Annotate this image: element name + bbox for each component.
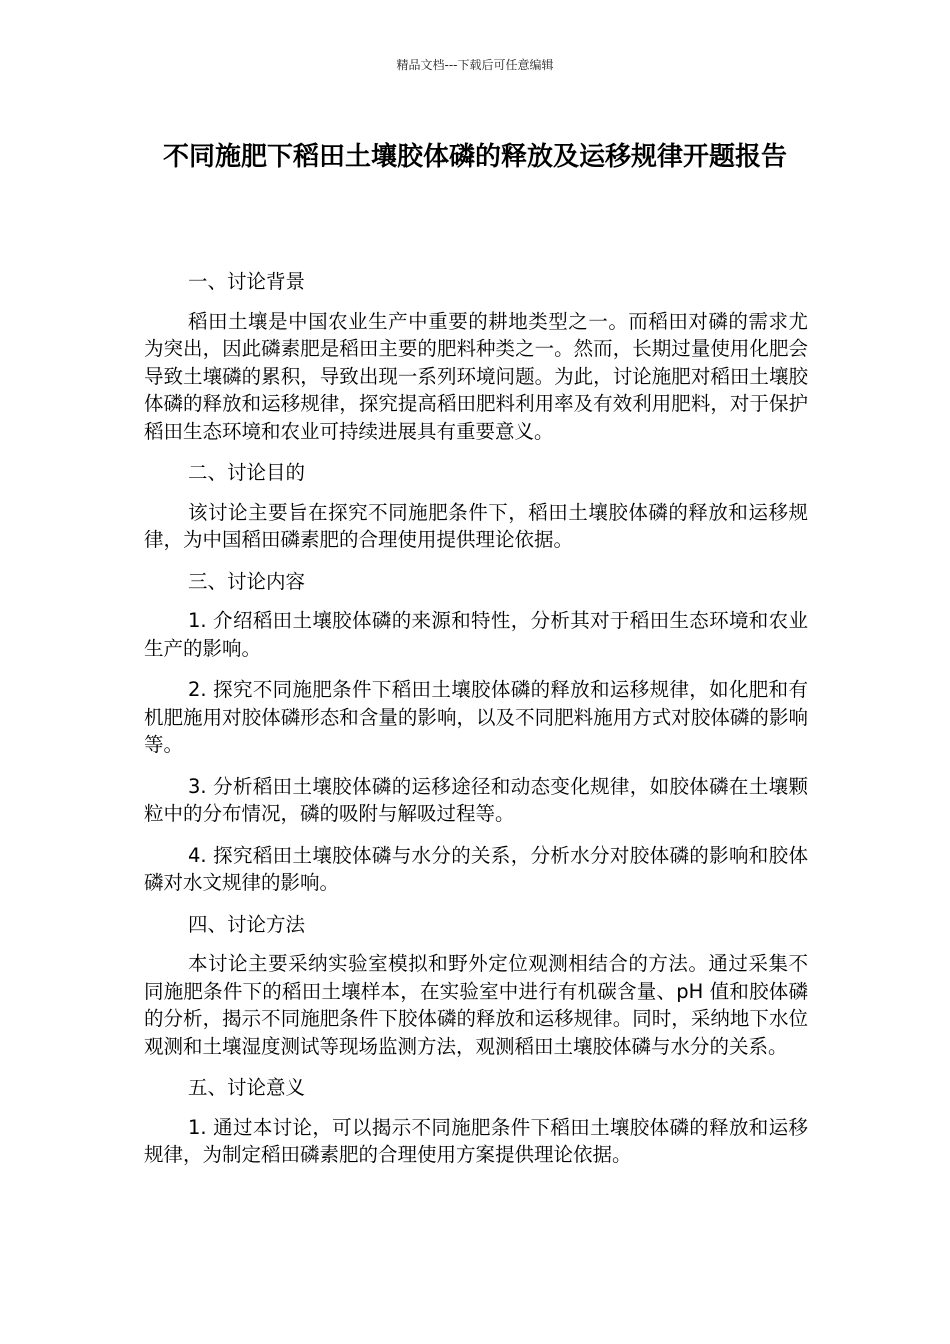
content-item-2: 2. 探究不同施肥条件下稻田土壤胶体磷的释放和运移规律，如化肥和有机肥施用对胶体磷形态和含量的影响，以及不同肥料施用方式对胶体磷的影响等。 [144,678,808,756]
section-heading-purpose: 二、讨论目的 [188,461,306,484]
section-heading-background: 一、讨论背景 [188,270,306,293]
purpose-paragraph: 该讨论主要旨在探究不同施肥条件下，稻田土壤胶体磷的释放和运移规律，为中国稻田磷素肥的合理使用提供理论依据。 [144,500,808,551]
content-item-1: 1. 介绍稻田土壤胶体磷的来源和特性，分析其对于稻田生态环境和农业生产的影响。 [144,609,808,660]
method-paragraph: 本讨论主要采纳实验室模拟和野外定位观测相结合的方法。通过采集不同施肥条件下的稻田土壤样本，在实验室中进行有机碳含量、pH 值和胶体磷的分析，揭示不同施肥条件下胶体磷的释放和运移规律。同时，采纳地下水位观测和土壤湿度测试等现场监测方法，观测稻田土壤胶体磷与水分的关系。 [144,952,808,1058]
document-title: 不同施肥下稻田土壤胶体磷的释放及运移规律开题报告 [162,142,787,172]
section-heading-method: 四、讨论方法 [188,912,306,936]
content-item-3: 3. 分析稻田土壤胶体磷的运移途径和动态变化规律，如胶体磷在土壤颗粒中的分布情况，磷的吸附与解吸过程等。 [144,774,808,825]
background-paragraph: 稻田土壤是中国农业生产中重要的耕地类型之一。而稻田对磷的需求尤为突出，因此磷素肥是稻田主要的肥料种类之一。然而，长期过量使用化肥会导致土壤磷的累积，导致出现一系列环境问题。为此，讨论施肥对稻田土壤胶体磷的释放和运移规律，探究提高稻田肥料利用率及有效利用肥料，对于保护稻田生态环境和农业可持续进展具有重要意义。 [144,309,808,443]
section-heading-content: 三、讨论内容 [188,569,306,593]
content-item-4: 4. 探究稻田土壤胶体磷与水分的关系，分析水分对胶体磷的影响和胶体磷对水文规律的影响。 [144,843,808,894]
document-body [144,268,808,1183]
page-header-note: 精品文档---下载后可任意编辑 [396,58,554,72]
significance-item-1: 1. 通过本讨论，可以揭示不同施肥条件下稻田土壤胶体磷的释放和运移规律，为制定稻田磷素肥的合理使用方案提供理论依据。 [144,1115,808,1166]
section-heading-significance: 五、讨论意义 [188,1076,306,1099]
